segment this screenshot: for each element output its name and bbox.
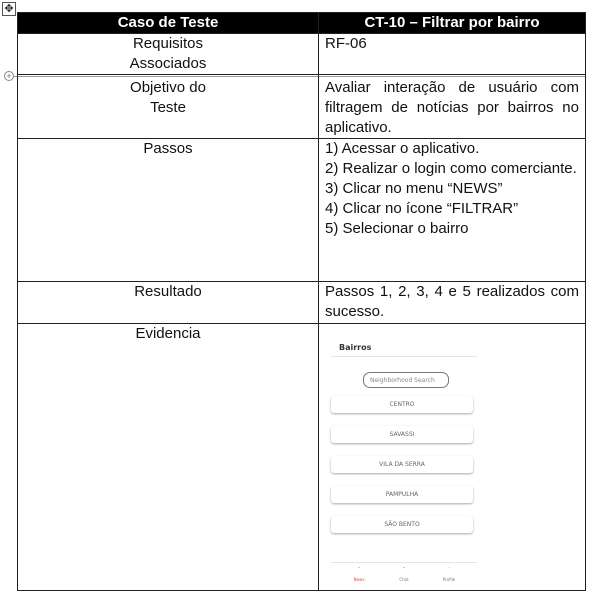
header-test-id: CT-10 – Filtrar por bairro bbox=[319, 13, 586, 34]
nav-chat[interactable] bbox=[392, 563, 416, 590]
neighborhood-item[interactable]: VILA DA SERRA bbox=[331, 456, 473, 473]
neighborhood-search-input[interactable]: Neighborhood Search bbox=[363, 372, 449, 388]
row-objetivo bbox=[18, 75, 586, 139]
table-move-handle-icon[interactable]: ✥ bbox=[2, 2, 16, 16]
neighborhood-item[interactable]: CENTRO bbox=[331, 396, 473, 413]
evidencia-label: Evidencia bbox=[18, 324, 319, 591]
requisitos-label-cell bbox=[18, 34, 319, 75]
evidencia-cell bbox=[319, 324, 586, 591]
neighborhood-item[interactable]: SÃO BENTO bbox=[331, 516, 473, 533]
row-passos bbox=[18, 139, 586, 282]
passos-value bbox=[319, 139, 586, 282]
nav-news[interactable] bbox=[347, 563, 371, 590]
step-item: 4) Clicar no ícone “FILTRAR” bbox=[325, 200, 519, 217]
news-icon bbox=[354, 567, 364, 568]
nav-chat-label: Chat bbox=[399, 577, 409, 582]
header-test-case: Caso de Teste bbox=[18, 13, 319, 34]
neighborhood-item[interactable]: PAMPULHA bbox=[331, 486, 473, 503]
nav-profile-label: Profile bbox=[442, 577, 456, 582]
step-item: 5) Selecionar o bairro bbox=[325, 220, 469, 237]
objetivo-label: Objetivo do Teste bbox=[130, 79, 206, 116]
requisitos-value: RF-06 bbox=[319, 34, 586, 75]
resultado-label: Resultado bbox=[18, 282, 319, 324]
app-screenshot bbox=[323, 334, 485, 590]
chat-icon bbox=[399, 567, 409, 568]
objetivo-value: Avaliar interação de usuário com filtragem de notícias por bairros no aplicativo. bbox=[319, 75, 586, 139]
header-divider bbox=[331, 356, 477, 357]
objetivo-label-cell bbox=[18, 75, 319, 139]
resultado-value: Passos 1, 2, 3, 4 e 5 realizados com sucesso. bbox=[319, 282, 586, 324]
profile-icon bbox=[444, 567, 454, 568]
nav-profile[interactable] bbox=[437, 563, 461, 590]
row-requisitos bbox=[18, 34, 586, 75]
passos-label: Passos bbox=[18, 139, 319, 282]
bottom-nav bbox=[331, 562, 477, 590]
requisitos-label: Requisitos Associados bbox=[129, 35, 207, 72]
screen-title: Bairros bbox=[339, 343, 372, 352]
neighborhood-item[interactable]: SAVASSI bbox=[331, 426, 473, 443]
step-item: 3) Clicar no menu “NEWS” bbox=[325, 180, 503, 197]
neighborhood-list bbox=[331, 396, 473, 546]
test-case-table bbox=[17, 12, 586, 591]
add-row-icon[interactable]: + bbox=[4, 71, 14, 81]
nav-news-label: News bbox=[353, 577, 365, 582]
row-resultado bbox=[18, 282, 586, 324]
row-evidencia bbox=[18, 324, 586, 591]
step-item: 1) Acessar o aplicativo. bbox=[325, 140, 480, 157]
table-header-row bbox=[18, 13, 586, 34]
step-item: 2) Realizar o login como comerciante. bbox=[325, 160, 577, 177]
